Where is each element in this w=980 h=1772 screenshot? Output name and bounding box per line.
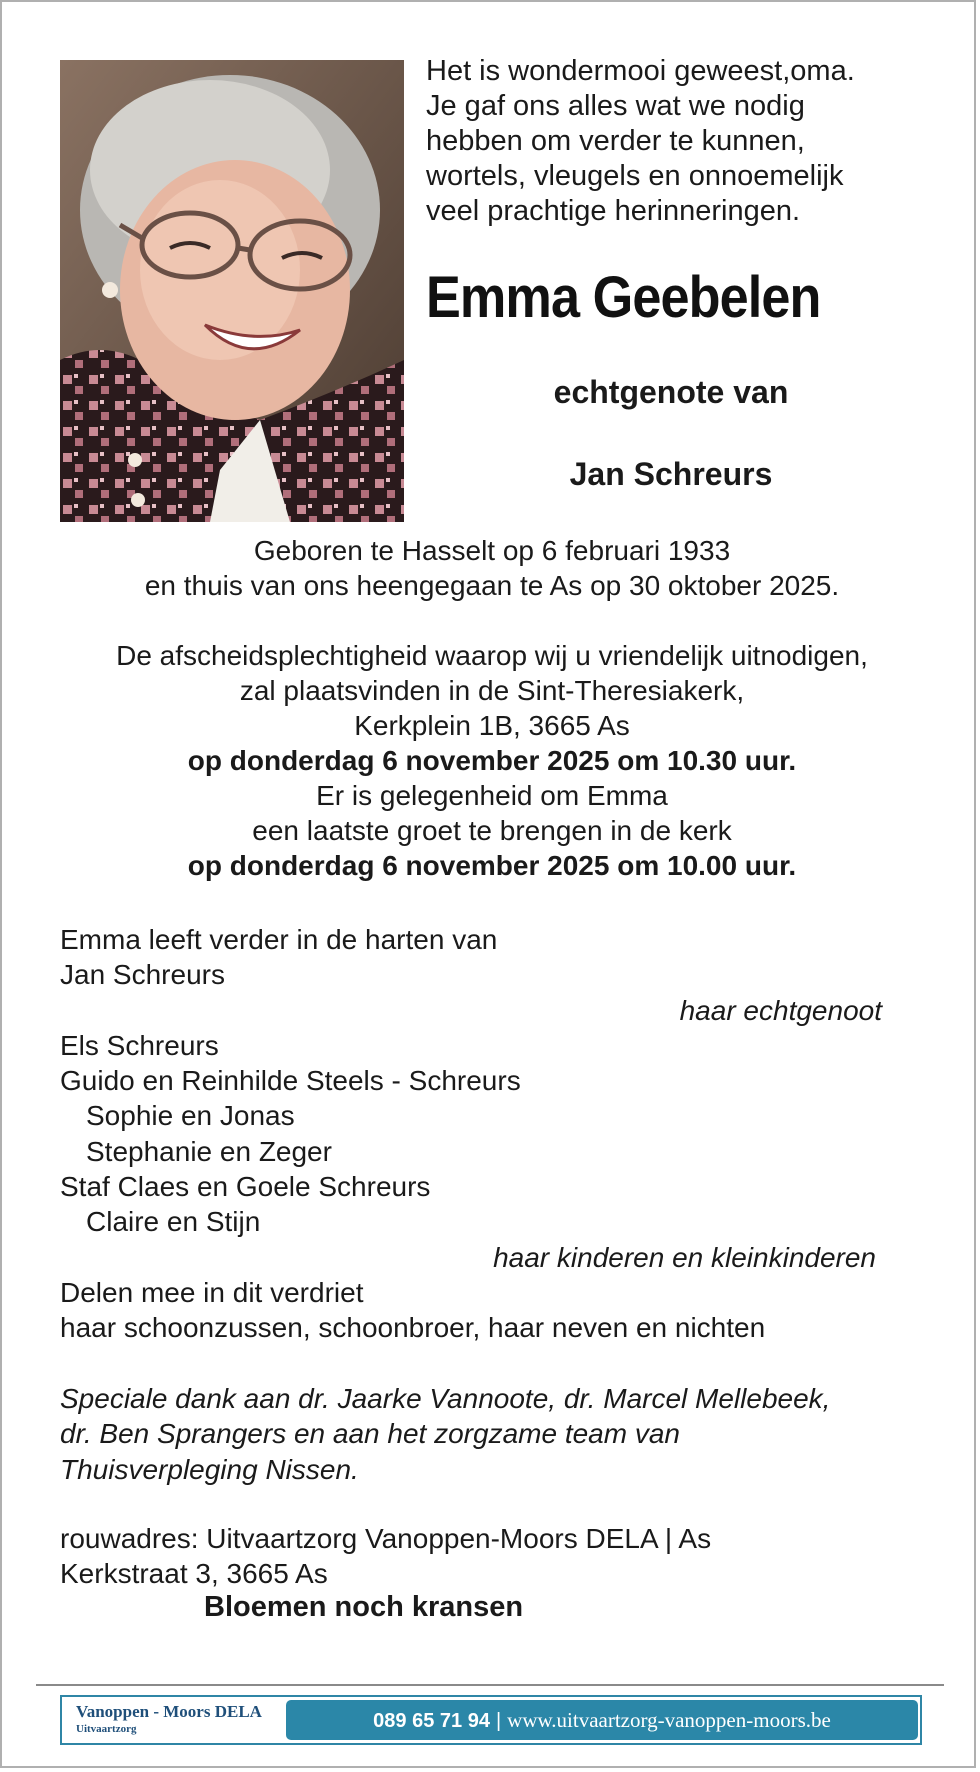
address-line: rouwadres: Uitvaartzorg Vanoppen-Moors DELA | As bbox=[60, 1523, 712, 1554]
birth-line: Geboren te Hasselt op 6 februari 1933 bbox=[253, 535, 731, 566]
grandchild-line: Stephanie en Zeger bbox=[86, 1135, 332, 1167]
portrait-illustration bbox=[60, 60, 404, 522]
visit-line: een laatste groet te brengen in de kerk bbox=[252, 815, 732, 846]
deceased-name: Emma Geebelen bbox=[426, 265, 821, 330]
children-role: haar kinderen en kleinkinderen bbox=[493, 1241, 876, 1273]
thanks-note bbox=[60, 1381, 940, 1487]
poem bbox=[426, 54, 946, 229]
ceremony-line: De afscheidsplechtigheid waarop wij u vriendelijk uitnodigen, bbox=[116, 640, 868, 671]
child-line: Staf Claes en Goele Schreurs bbox=[60, 1171, 431, 1203]
funeral-home-logo bbox=[76, 1702, 262, 1735]
mourning-address bbox=[60, 1521, 940, 1592]
thanks-line: dr. Ben Sprangers en aan het zorgzame team van bbox=[60, 1418, 680, 1450]
poem-line: hebben om verder te kunnen, bbox=[426, 125, 805, 157]
flowers-note: Bloemen noch kransen bbox=[204, 1591, 524, 1623]
poem-line: Het is wondermooi geweest,oma. bbox=[426, 55, 855, 87]
contact-bar bbox=[286, 1700, 918, 1740]
phone-number: 089 65 71 94 bbox=[373, 1710, 490, 1732]
family-list bbox=[60, 922, 940, 1346]
family-spouse: Jan Schreurs bbox=[60, 959, 225, 991]
child-line: Els Schreurs bbox=[60, 1029, 219, 1061]
contact-separator: | bbox=[495, 1710, 502, 1732]
shared-by: haar schoonzussen, schoonbroer, haar neven en nichten bbox=[60, 1312, 766, 1344]
funeral-home-banner bbox=[60, 1695, 922, 1745]
thanks-line: Speciale dank aan dr. Jaarke Vannoote, dr. Marcel Mellebeek, bbox=[60, 1383, 831, 1414]
shared-intro: Delen mee in dit verdriet bbox=[60, 1276, 364, 1308]
family-intro: Emma leeft verder in de harten van bbox=[60, 924, 498, 955]
address-line: Kerkstraat 3, 3665 As bbox=[60, 1558, 328, 1590]
thanks-line: Thuisverpleging Nissen. bbox=[60, 1453, 359, 1485]
ceremony-line: Kerkplein 1B, 3665 As bbox=[354, 710, 630, 741]
relation-label: echtgenote van bbox=[553, 374, 789, 410]
poem-line: veel prachtige herinneringen. bbox=[426, 195, 801, 227]
portrait-photo bbox=[60, 60, 404, 522]
poem-line: Je gaf ons alles wat we nodig bbox=[426, 90, 805, 122]
brand-subtitle: Uitvaartzorg bbox=[76, 1723, 137, 1735]
poem-line: wortels, vleugels en onnoemelijk bbox=[426, 160, 844, 192]
footer-divider bbox=[36, 1684, 944, 1686]
ceremony-info bbox=[32, 638, 952, 883]
ceremony-line: zal plaatsvinden in de Sint-Theresiakerk, bbox=[239, 675, 745, 706]
grandchild-line: Claire en Stijn bbox=[86, 1206, 261, 1238]
brand-name: Vanoppen - Moors DELA bbox=[76, 1702, 262, 1721]
birth-death-info bbox=[32, 533, 952, 603]
ceremony-datetime: op donderdag 6 november 2025 om 10.30 uur. bbox=[187, 745, 797, 776]
death-line: en thuis van ons heengegaan te As op 30 oktober 2025. bbox=[144, 570, 840, 601]
spouse-role: haar echtgenoot bbox=[679, 994, 882, 1026]
visit-line: Er is gelegenheid om Emma bbox=[316, 780, 668, 811]
grandchild-line: Sophie en Jonas bbox=[86, 1100, 295, 1132]
child-line: Guido en Reinhilde Steels - Schreurs bbox=[60, 1065, 521, 1097]
spouse-name: Jan Schreurs bbox=[569, 456, 773, 492]
visit-datetime: op donderdag 6 november 2025 om 10.00 uur. bbox=[187, 850, 797, 881]
website-link[interactable]: www.uitvaartzorg-vanoppen-moors.be bbox=[507, 1708, 831, 1732]
